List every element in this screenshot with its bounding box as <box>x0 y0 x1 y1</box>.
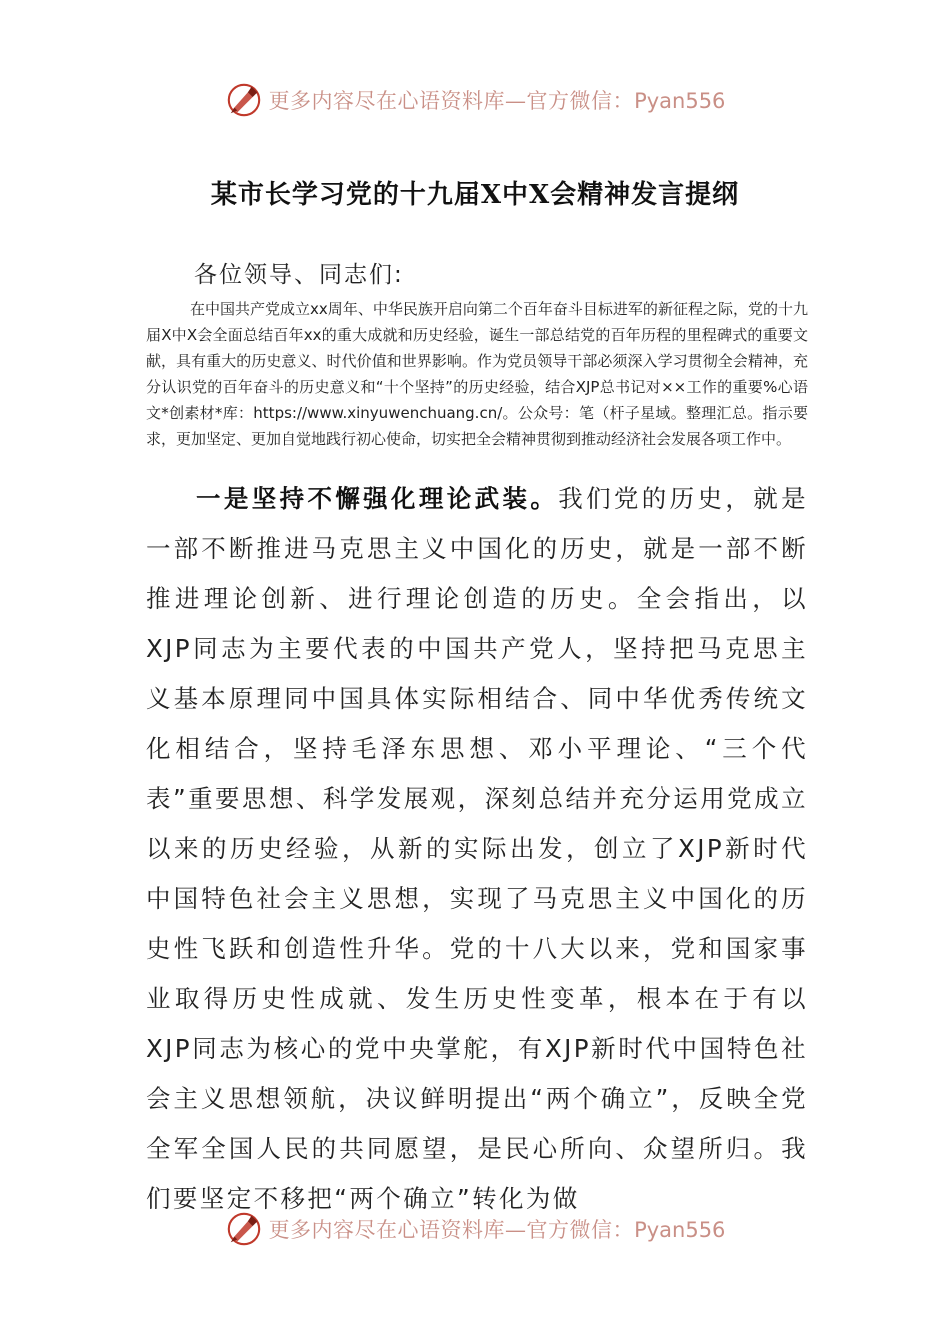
section-1-paragraph <box>146 474 808 1224</box>
banner-text: 更多内容尽在心语资料库—官方微信：Pyan556 <box>268 89 726 113</box>
footer-banner <box>0 1209 950 1249</box>
document-title: 某市长学习党的十九届X中X会精神发言提纲 <box>210 180 740 210</box>
header-banner <box>0 80 950 120</box>
pen-nib-logo-icon <box>225 1210 263 1248</box>
section-1-text: 我们党的历史，就是一部不断推进马克思主义中国化的历史，就是一部不断推进理论创新、进行理论创造的历史。全会指出，以XJP同志为主要代表的中国共产党人，坚持把马克思主义基本原理同中国具体实际相结合、同中华优秀传统文化相结合，坚持毛泽东思想、邓小平理论、“三个代表”重要思想、科学发展观，深刻总结并充分运用党成立以来的历史经验，从新的实际出发，创立了XJP新时代中国特色社会主义思想，实现了马克思主义中国化的历史性飞跃和创造性升华。党的十八大以来，党和国家事业取得历史性成就、发生历史性变革，根本在于有以XJP同志为核心的党中央掌舵，有XJP新时代中国特色社会主义思想领航，决议鲜明提出“两个确立”，反映全党全军全国人民的共同愿望，是民心所向、众望所归。我们要坚定不移把“两个确立”转化为做 <box>146 484 808 1213</box>
intro-paragraph: 在中国共产党成立xx周年、中华民族开启向第二个百年奋斗目标进军的新征程之际，党的十九届X中X会全面总结百年xx的重大成就和历史经验，诞生一部总结党的百年历程的里程碑式的重要文献，具有重大的历史意义、时代价值和世界影响。作为党员领导干部必须深入学习贯彻全会精神，充分认识党的百年奋斗的历史意义和“十个坚持”的历史经验，结合XJP总书记对××工作的重要%心语文*创素材*库：https://www.xinyuwenchuang.cn/。公众号：笔（杆子星域。整理汇总。指示要求，更加坚定、更加自觉地践行初心使命，切实把全会精神贯彻到推动经济社会发展各项工作中。 <box>146 300 808 448</box>
pen-nib-logo-icon <box>225 81 263 119</box>
section-1-heading: 一是坚持不懈强化理论武装。 <box>196 484 559 513</box>
wechat-id: Pyan556 <box>634 1218 726 1242</box>
greeting: 各位领导、同志们: <box>194 262 404 288</box>
wechat-id: Pyan556 <box>634 89 726 113</box>
banner-text: 更多内容尽在心语资料库—官方微信：Pyan556 <box>268 1218 726 1242</box>
